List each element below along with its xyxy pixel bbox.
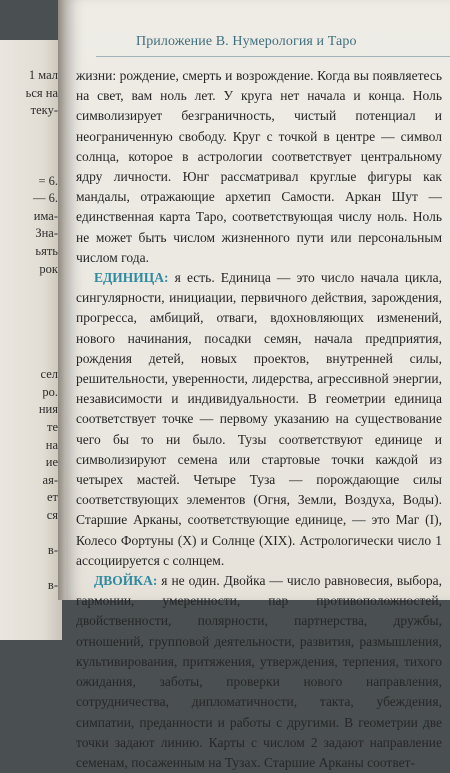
- paragraph-two: [76, 571, 442, 773]
- paragraph-two-text: я не один. Двойка — число равновесия, выбора, гармонии, умеренности, пар противоположностей, двойственности, полярности, партнерства, дружбы, отношений, групповой деятельности, развития, размышления, культивирования, притяжения, утверждения, терпения, тихого ожидания, заботы, проверки нового направления, сотрудничества, дипломатичности, такта, убеждения, симпатии, преданности и работы с другими. В геометрии две точки задают линию. Карты с числом 2 задают направление семенам, посаженным на Тузах. Старшие Арканы соответ-: [76, 573, 442, 770]
- left-page-line: ет: [46, 490, 58, 505]
- header-rule: [96, 56, 450, 57]
- left-page-line: Зна-: [35, 226, 58, 241]
- paragraph-one: [76, 268, 442, 571]
- left-page-line: ния: [38, 402, 58, 417]
- left-page-line: има-: [33, 208, 58, 223]
- left-page-line: ая-: [42, 472, 58, 487]
- left-page-line: на: [45, 437, 58, 452]
- left-page-line: сел: [40, 367, 58, 382]
- page-body: [76, 66, 442, 773]
- left-page-edge: [0, 40, 62, 640]
- left-page-line: ро.: [42, 384, 58, 399]
- book-page: [66, 0, 450, 770]
- left-page-line: те: [46, 420, 58, 434]
- left-page-line: рок: [39, 261, 58, 276]
- left-page-line: ьять: [35, 244, 58, 258]
- running-header: Приложение В. Нумерология и Таро: [136, 34, 357, 49]
- left-page-line: ся: [46, 508, 58, 522]
- left-page-line: — 6.: [33, 191, 58, 206]
- paragraph-one-text: я есть. Единица — это число начала цикла, сингулярности, инициации, первичного действия, зарождения, прогресса, амбиций, отваги, вдохновляющих изменений, нового начинания, посадки семян, начала предприятия, рождения детей, новых проектов, внутренней силы, решительности, уверенности, лидерства, агрессивной энергии, независимости и индивидуальности. В геометрии единица соответствует точке — первому указанию на существование чего бы то ни было. Тузы соответствуют единице и символизируют семена или стартовые точки каждой из четырех мастей. Четыре Туза — порождающие силы соответствующих элементов (Огня, Земли, Воздуха, Воды). Старшие Арканы, соответствующие единице, — это Маг (I), Колесо Фортуны (X) и Солнце (XIX). Астрологически число 1 ассоциируется с солнцем.: [76, 270, 442, 568]
- left-page-line: ься на: [25, 85, 58, 100]
- left-page-line: в-: [47, 543, 58, 558]
- paragraph-zero: жизни: рождение, смерть и возрождение. Когда вы появляетесь на свет, вам ноль лет. У круга нет начала и конца. Ноль символизирует безграничность, чистый потенциал и неограниченную свободу. Круг с точкой в центре — символ солнца, которое в астрологии соответствует центральному ядру личности. Юнг рассматривал круглые фигуры как мандалы, отражающие архетип Самости. Аркан Шут — единственная карта Таро, соответствующая числу ноль. Ноль не может быть числом жизненного пути или персональным числом года.: [76, 68, 442, 265]
- term-one: ЕДИНИЦА:: [94, 270, 169, 286]
- left-page-line: теку-: [30, 103, 58, 118]
- left-page-line: в-: [47, 578, 58, 593]
- left-page-line: ие: [45, 455, 58, 470]
- left-page-line: 1 мал: [28, 68, 58, 82]
- term-two: ДВОЙКА:: [94, 573, 158, 589]
- left-page-line: = 6.: [38, 173, 58, 188]
